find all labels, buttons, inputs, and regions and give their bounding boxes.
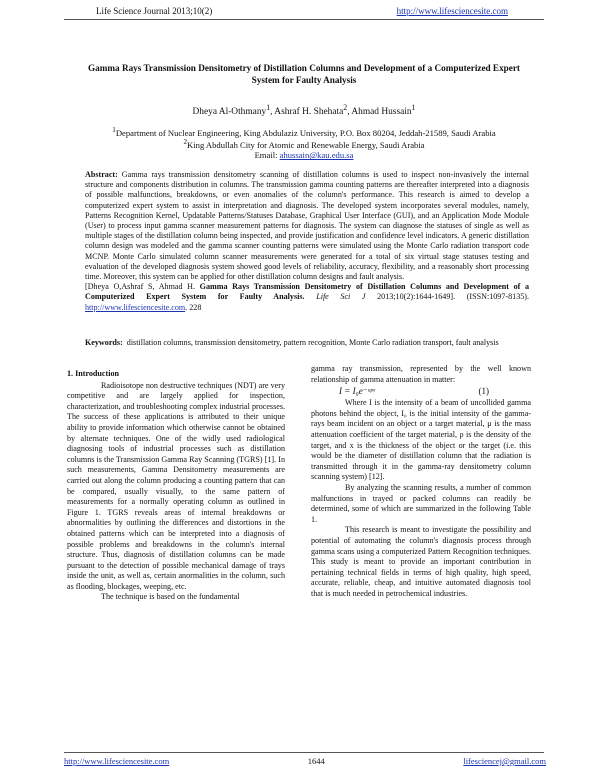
running-header bbox=[96, 6, 508, 16]
email-link[interactable]: ahussain@kau.edu.sa bbox=[279, 150, 354, 161]
author-affil-sup: 1 bbox=[266, 103, 271, 112]
journal-name: Life Science Journal 2013;10(2) bbox=[96, 6, 213, 16]
footer-email-link[interactable]: lifesciencej@gmail.com bbox=[463, 756, 546, 766]
abstract-section bbox=[85, 170, 529, 313]
footer-url-link[interactable]: http://www.lifesciencesite.com bbox=[64, 756, 170, 766]
author-name: Dheya Al-Othmany bbox=[192, 107, 267, 118]
email-line: Email: ahussain@kau.edu.sa bbox=[254, 150, 354, 161]
affiliations bbox=[74, 126, 534, 161]
paragraph: By analyzing the scanning results, a number of common malfunctions in trayed or packed columns can readily be determined, some of which are summarized in the following Table 1. bbox=[311, 482, 531, 524]
author-affil-sup: 1 bbox=[411, 103, 416, 112]
abstract-label: Abstract: bbox=[85, 170, 118, 179]
author-name: Ashraf H. Shehata bbox=[274, 107, 344, 118]
section-heading: 1. Introduction bbox=[67, 369, 120, 378]
citation-url-link[interactable]: http://www.lifesciencesite.com bbox=[85, 302, 186, 312]
right-column bbox=[311, 364, 531, 599]
footer-rule bbox=[64, 752, 544, 753]
header-rule bbox=[64, 19, 544, 20]
citation: [Dheya O,Ashraf S, Ahmad H. Gamma Rays Transmission Densitometry of Distillation Columns and Development of a Computerized Expert System for Faulty Analysis. Life Sci J 2013;10(2):1644-1649]. (ISSN:1097-8135). http://www.lifesciencesite.com. 228 bbox=[85, 282, 530, 312]
paragraph: Radioisotope non destructive techniques (NDT) are very competitive and are largely applied for inspection, characterization, and troubleshooting complex industrial processes. The success of these applications is attributed to their unique ability to provide information which otherwise cannot be obtained by alternate techniques. One of the widly used radiological diagnosing tools of industrial processes such as distillation columns is the Transmission Gamma Ray Scanning (TGRS) [1]. In such measurements, Gamma Densitometry measurements are carried out along the column producing a counting pattern that can be compared, usually visually, to the same pattern of measurements for a normally operating column as outlined in Figure 1. TGRS reveals areas of internal breakdowns or abnormalities by outlining the differences and distortions in the obtained patterns which can be interpreted into a diagnosis of possible problems and breakdowns in the column's internal structure. Thus, diagnosis of distillation columns can be made pursuant to the detection of possible mechanical damage of trays inside the unit, as well as, certain anormalities in the column, such as flooding, blockages, weeping, etc. bbox=[67, 380, 285, 591]
paper-title: Gamma Rays Transmission Densitometry of Distillation Columns and Development of a Computerized Expert System for Faulty Analysis bbox=[88, 63, 520, 85]
citation-journal: Life Sci J bbox=[316, 292, 366, 302]
citation-title: Gamma Rays Transmission Densitometry of Distillation Columns and Development of a Computerized Expert System for Faulty Analysis. bbox=[85, 282, 529, 302]
paragraph: This research is meant to investigate the possibility and potential of automating the column's diagnosis process through gamma scans using a computerized Pattern Recognition techniques. This study is meant to provide an important contribution in pertaining technical fields in terms of high quality, high speed, accurate, reliable, cheap, and intuitive automated diagnosis tool that is much needed in petrochemical industries. bbox=[311, 525, 531, 598]
equation-formula: I = I₀e⁻ᵘᵖˣ bbox=[339, 386, 376, 397]
header-url-link[interactable]: http://www.lifesciencesite.com bbox=[396, 6, 508, 16]
paragraph: Where I is the intensity of a beam of uncollided gamma photons behind the object, I₀ is the initial intensity of the gamma-rays beam incident on an object or a target material, μ is the mass attenuation coefficient of the target material, ρ is the density of the target, and x is the thickness of the object or the target (i.e. this would be the diameter of distillation column that the radiation is transmitted through it in the gamma-ray densitometry column scanning system) [12]. bbox=[311, 398, 531, 482]
page-number: 1644 bbox=[307, 756, 325, 766]
abstract-text: Abstract: Gamma rays transmission densitometry scanning of distillation columns is used to inspect non-invasively the internal structure and components distribution in columns. The transmission gamma counting patterns are thereafter interpreted into a diagnosis of possible malfunctions, breakdowns, or even anomalies of the column's performance. This research is aimed to develop a computerized expert system to assist in interpretation and diagnosis. The developed system incorporates several modules, namely, Patterns Recognition Kernel, Updatable Patterns/Statuses Database, Graphical User Interface (GUI), and an Application Mode Module (User) to process input gamma scanner measurement patterns for diagnosis. The system can diagnose the statuses of single as well as multiple stages of the distillation column being inspected, and provide justification and confidence level indicators. A generic distillation column design was modeled and the gamma scanner counting patterns were simulated using the Monte Carlo radiation transport code MCNP. Monte Carlo simulated column scanner measurements were generated for a total of six virtual stage statuses testing and evaluation of the developed diagnosis system showed good levels of reliability, accuracy, flexibility, and a reasonably short processing time. Moreover, this system can be applied for other distillation column designs and fault analysis. bbox=[85, 170, 530, 282]
paragraph: gamma ray transmission, represented by the well known relationship of gamma attenuation in matter: bbox=[311, 364, 531, 384]
keywords bbox=[85, 338, 529, 348]
paragraph: The technique is based on the fundamental bbox=[101, 592, 240, 602]
affiliation-line: $^2$King Abdullah City for Atomic and Renewable Energy, Saudi Arabia bbox=[183, 138, 425, 151]
author-affil-sup: 2 bbox=[343, 103, 348, 112]
running-footer bbox=[64, 756, 546, 766]
affiliation-line: $^1$Department of Nuclear Engineering, King Abdulaziz University, P.O. Box 80204, Jeddah-21589, Saudi Arabia bbox=[112, 126, 496, 138]
keywords-text: distillation columns, transmission densitometry, pattern recognition, Monte Carlo radiation transport, fault analysis bbox=[126, 338, 499, 347]
author-name: Ahmad Hussain bbox=[351, 107, 412, 118]
equation-number: (1) bbox=[478, 386, 489, 397]
author-list: Dheya Al-Othmany$^1$, Ashraf H. Shehata$^2$, Ahmad Hussain$^1$ bbox=[192, 103, 416, 118]
equation bbox=[311, 385, 531, 398]
keywords-label: Keywords: bbox=[85, 338, 123, 347]
left-column bbox=[67, 369, 285, 603]
